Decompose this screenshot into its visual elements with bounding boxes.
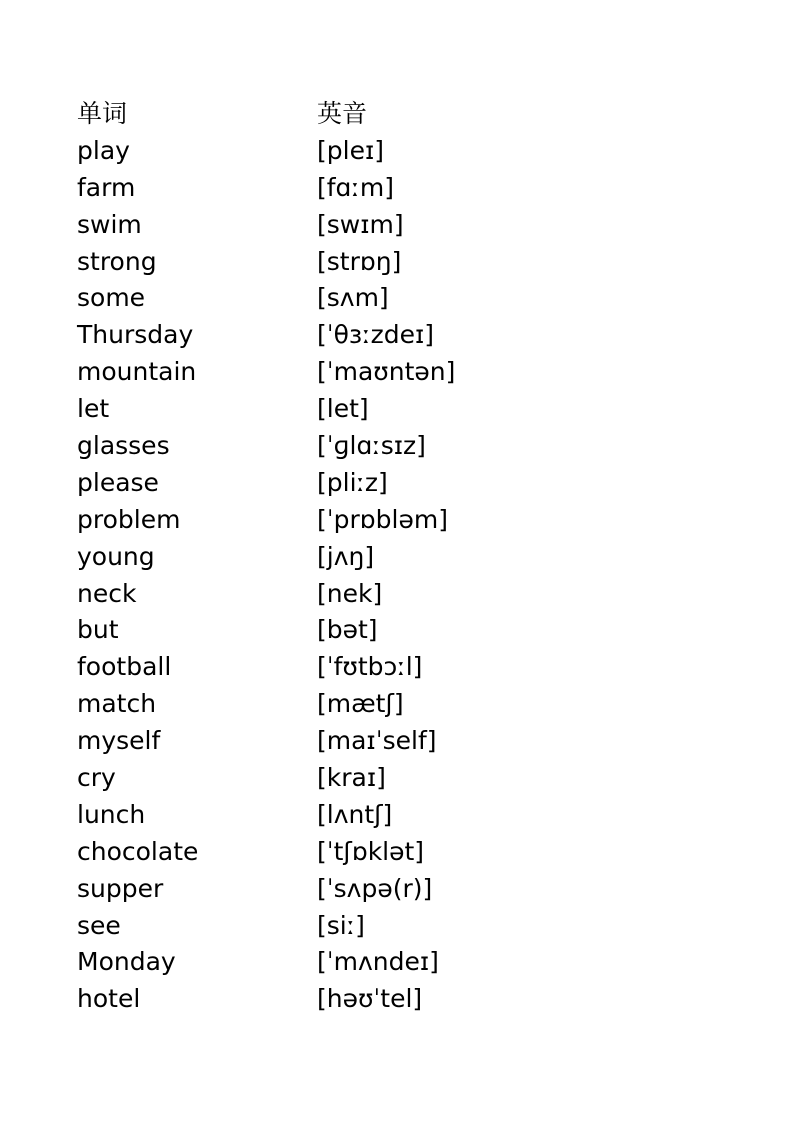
phonetic-cell: [pliːz] [317, 467, 388, 497]
word-cell: some [77, 283, 146, 313]
vocabulary-rows [77, 133, 617, 1018]
word-cell: see [77, 910, 121, 940]
vocab-row [77, 244, 617, 281]
word-cell: Thursday [77, 320, 194, 350]
vocab-row [77, 723, 617, 760]
vocab-row [77, 391, 617, 428]
phonetic-cell: [strɒŋ] [317, 246, 402, 276]
vocab-row [77, 502, 617, 539]
word-cell: cry [77, 763, 116, 793]
phonetic-cell: [ˈmaʊntən] [317, 357, 456, 387]
vocab-row [77, 871, 617, 908]
vocab-row [77, 170, 617, 207]
vocab-row [77, 760, 617, 797]
word-cell: young [77, 541, 155, 571]
phonetic-cell: [fɑːm] [317, 172, 394, 202]
word-cell: play [77, 135, 130, 165]
word-cell: mountain [77, 357, 197, 387]
word-cell: glasses [77, 431, 170, 461]
phonetic-cell: [maɪˈself] [317, 726, 437, 756]
phonetic-cell: [ˈsʌpə(r)] [317, 873, 433, 903]
phonetic-cell: [bət] [317, 615, 378, 645]
vocab-row [77, 944, 617, 981]
phonetic-cell: [mætʃ] [317, 689, 404, 719]
phonetic-cell: [let] [317, 394, 369, 424]
word-cell: hotel [77, 984, 141, 1014]
vocab-row [77, 834, 617, 871]
header-row [77, 96, 617, 133]
phonetic-cell: [ˈmʌndeɪ] [317, 947, 439, 977]
word-cell: myself [77, 726, 161, 756]
phonetic-cell: [ˈtʃɒklət] [317, 836, 425, 866]
phonetic-cell: [nek] [317, 578, 383, 608]
word-cell: chocolate [77, 836, 199, 866]
phonetic-column-header: 英音 [317, 99, 368, 128]
phonetic-cell: [ˈɡlɑːsɪz] [317, 431, 426, 461]
vocab-row [77, 317, 617, 354]
vocab-row [77, 908, 617, 945]
phonetic-cell: [həʊˈtel] [317, 984, 423, 1014]
vocab-row [77, 207, 617, 244]
vocab-row [77, 539, 617, 576]
word-cell: problem [77, 504, 181, 534]
vocab-row [77, 797, 617, 834]
phonetic-cell: [swɪm] [317, 209, 404, 239]
word-cell: supper [77, 873, 164, 903]
phonetic-cell: [siː] [317, 910, 365, 940]
word-column-header: 单词 [77, 99, 128, 128]
phonetic-cell: [pleɪ] [317, 135, 384, 165]
phonetic-cell: [ˈprɒbləm] [317, 504, 448, 534]
word-cell: Monday [77, 947, 176, 977]
vocab-row [77, 280, 617, 317]
vocab-row [77, 354, 617, 391]
word-cell: football [77, 652, 172, 682]
vocab-row [77, 465, 617, 502]
vocabulary-table [77, 96, 617, 1018]
phonetic-cell: [sʌm] [317, 283, 389, 313]
word-cell: but [77, 615, 119, 645]
vocab-row [77, 133, 617, 170]
vocab-row [77, 576, 617, 613]
word-cell: lunch [77, 799, 146, 829]
vocab-row [77, 981, 617, 1018]
word-cell: match [77, 689, 157, 719]
vocab-row [77, 686, 617, 723]
word-cell: farm [77, 172, 136, 202]
word-cell: neck [77, 578, 137, 608]
word-cell: strong [77, 246, 157, 276]
phonetic-cell: [ˈfʊtbɔːl] [317, 652, 423, 682]
vocab-row [77, 428, 617, 465]
phonetic-cell: [ˈθɜːzdeɪ] [317, 320, 435, 350]
phonetic-cell: [jʌŋ] [317, 541, 375, 571]
vocab-row [77, 649, 617, 686]
word-cell: please [77, 467, 159, 497]
word-cell: swim [77, 209, 142, 239]
word-cell: let [77, 394, 110, 424]
vocab-row [77, 612, 617, 649]
phonetic-cell: [lʌntʃ] [317, 799, 393, 829]
phonetic-cell: [kraɪ] [317, 763, 386, 793]
